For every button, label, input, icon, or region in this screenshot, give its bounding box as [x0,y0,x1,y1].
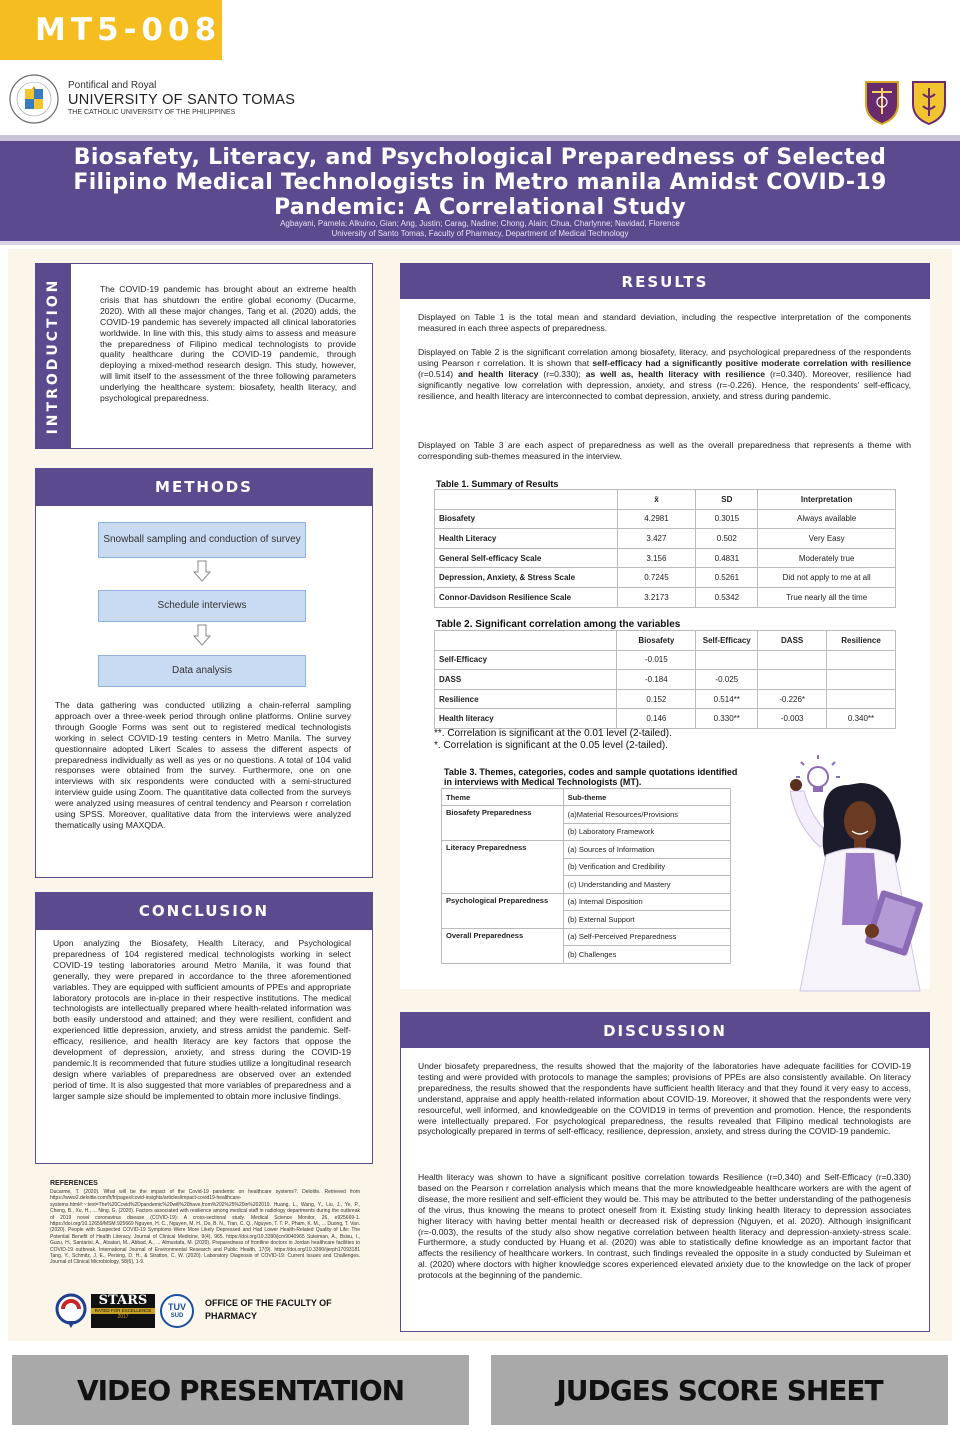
table-row [435,689,896,709]
table-header-cell [435,490,618,510]
table-cell: 0.3015 [696,509,758,529]
title-band [0,135,960,245]
table-cell: -0.184 [617,670,696,690]
office-label: OFFICE OF THE FACULTY OF PHARMACY [205,1298,332,1321]
medtech-seal-icon [909,78,949,126]
table1 [434,489,896,608]
references-heading: REFERENCES [50,1180,98,1187]
results-p2-bold: and health literacy [458,368,539,379]
table-header-cell: Theme [442,789,564,806]
table2-note-2: *. Correlation is significant at the 0.05 level (2-tailed). [434,740,669,751]
table-header-cell [435,631,617,651]
subtheme-cell: (a) Sources of Information [563,841,730,859]
introduction-side-label [35,263,71,449]
conclusion-text: Upon analyzing the Biosafety, Health Literacy, and Psychological preparedness of 104 registered medical technologists working in select COVID-19 testing laboratories around Metro Manila, it was found that generally, they were prepared in accordance to the three aforementioned variables. They are equipped with sufficient amounts of PPEs and appropriate laboratory protocols are in-place in their respective institutions. The medical technologists are intellectually prepared where health-related information was both easily understood and attained; and they were resilient, confident and experienced little depression, anxiety, and stress amidst the pandemic. Self-efficacy, resilience, and health literacy are key factors that oppose the development of depression, anxiety, and stress during the COVID-19 pandemic.It is recommended that future studies utilize a longitudinal research design where variables of preparedness are observed over an extended period of time. It is also suggested that more variables of preparedness and a larger sample size should be implemented to obtain more inclusive findings. [53,938,351,1101]
video-presentation-button[interactable]: VIDEO PRESENTATION [12,1355,469,1425]
table-header-cell: SD [696,490,758,510]
table-cell: 4.2981 [617,509,696,529]
stars-badge [91,1294,155,1328]
table-header-cell: Biosafety [617,631,696,651]
table-cell: Health Literacy [435,529,618,549]
table-row [442,841,731,859]
table-row [442,928,731,946]
results-p2-part: (r=0.514) [418,368,458,379]
table-cell [758,650,827,670]
introduction-text: The COVID-19 pandemic has brought about an extreme health crisis that has shutdown the entire global economy (Ducarme, 2020). With all these major changes, Tang et al. (2020) adds, the COVID-19 pandemic has severely impacted all clinical laboratories worldwide. In line with this, this study aims to assess and measure the preparedness of Filipino medical technologists to provide quality healthcare during the COVID-19 pandemic, through deploying a mixed-method research design. This study, however, will limit itself to the assessment of the three following parameters underlying the healthcare system: biosafety, health literacy, and psychological preparedness. [100,284,356,404]
down-arrow-icon [193,624,211,646]
table-cell: 0.152 [617,689,696,709]
table-cell: True nearly all the time [758,587,896,607]
table-row [435,650,896,670]
table1-caption: Table 1. Summary of Results [436,479,559,489]
discussion-paragraph-1: Under biosafety preparedness, the results showed that the majority of the laboratories have adequate facilities for COVID-19 testing and were provided with protocols to manage the samples; provisions of PPEs are also consistently available. On literacy preparedness, the results showed that the respondents have sufficient health literacy and that they found it very easy to access, understand, appraise and apply health-related information about COVID-19. Moreover, it showed that the respondents were very resourceful, well informed, and knowledgeable on the COVID19 in terms of prevention and promotion. Hence, the respondents were intellectually prepared. For psychological preparedness, the results revealed that Filipino medical technologists are psychologically prepared in terms of self-efficacy, resilience, depression, anxiety, and stress during the COVID-19 pandemic. [418,1061,911,1137]
table-cell [758,670,827,690]
table-header-row [442,789,731,806]
subtheme-cell: (b) Laboratory Framework [563,823,730,841]
subtheme-cell: (a) Internal Disposition [563,893,730,911]
pharmacy-seal-icon [862,78,902,126]
table-cell: Health literacy [435,709,617,729]
table-header-row [435,631,896,651]
table-cell: 0.146 [617,709,696,729]
table-header-cell: Sub-theme [563,789,730,806]
table-row [435,529,896,549]
theme-cell: Literacy Preparedness [442,841,564,894]
poster-title: Biosafety, Literacy, and Psychological Preparedness of Selected Filipino Medical Technologists in Metro manila Amidst COVID-19 Pandemic: A Correlational Study [73,145,887,220]
university-name [68,80,295,118]
methods-heading: METHODS [35,468,373,506]
flow-step-1: Snowball sampling and conduction of survey [98,522,306,558]
table-cell: -0.003 [758,709,827,729]
table-cell: 0.4831 [696,548,758,568]
table-header-row [435,490,896,510]
subtheme-cell: (b) Challenges [563,946,730,964]
lightbulb-icon [796,755,840,792]
table-cell: 0.330** [696,709,758,729]
results-p2-bold: as well as, health literacy with resilience [585,368,766,379]
authors-block [0,219,960,239]
down-arrow-icon [193,560,211,582]
university-line2: UNIVERSITY OF SANTO TOMAS [68,92,296,108]
results-p2-part: (r=0.330); [538,368,586,379]
table-cell: -0.015 [617,650,696,670]
table-cell: DASS [435,670,617,690]
table-row [435,509,896,529]
table-cell: General Self-efficacy Scale [435,548,618,568]
table2 [434,630,896,729]
table-header-cell: Interpretation [758,490,896,510]
discussion-heading: DISCUSSION [400,1012,930,1048]
table-cell: Always available [758,509,896,529]
conclusion-heading: CONCLUSION [35,892,373,930]
table-cell [696,650,758,670]
results-p2-part: Displayed on Table 2 is the significant correlation among biosafety, literacy, and psychological preparedness of the respondents using Pearson r correlation. It is shown that [418,347,911,368]
table-cell: Did not apply to me at all [758,568,896,588]
affiliation: University of Santo Tomas, Faculty of Pharmacy, Department of Medical Technology [331,229,629,238]
author-list: Agbayani, Pamela; Alkuino, Gian; Ang, Justin; Carag, Nadine; Chong, Alain; Chua, Charlynne; Navidad, Florence [280,219,680,228]
table2-note-1: **. Correlation is significant at the 0.01 level (2-tailed). [434,728,672,739]
table3-caption: Table 3. Themes, categories, codes and sample quotations identified in interviews with Medical Technologists (MT). [444,767,738,787]
table-cell: 0.5342 [696,587,758,607]
ust-seal-icon [8,72,60,126]
references-text: Ducarme, T. (2020). What will be the impact of the Covid-19 pandemic on healthcare systems?. Deloitte. Retrieved from https://www2.deloitte.com/fr/fr/pages/covid-insights/articles/impact-covid19-healthcare-systems.html#:~:text=The%20Covid%2Dpandemic%20will%20have,from%202%25%20in%202019. Huang, L., Wang, Y., Liu, J., Ye, P., Cheng, B., Xu, H., ... Ning, G. (2020). Factors associated with resilience among medical staff in radiology departments during the outbreak of 2019 novel coronavirus disease (COVID-19): A cross-sectional study. Medical Science Monitor, 26, e925669-1. https://doi.org/10.12659/MSM.925669 Nguyen, H. C., Nguyen, M. H., Do, B. N., Tran, C. Q., Nguyen, T. T. P., Pham, K. M., ... Duong, T. Van. (2020). People with Suspected COVID-19 Symptoms Were More Likely Depressed and Had Lower Health-Related Quality of Life: The Potential Benefit of Health Literacy. Journal of Clinical Medicine, 9(4), 965. https://doi.org/10.3390/jcm9040965 Suleiman, A., Bsisu, I., Guzu, H., Santarisi, A., Alsatari, M., Abbad, A., ... Almustafa, M. (2020). Preparedness of frontline doctors in Jordan healthcare facilities to COVID-19 outbreak. International Journal of Environmental Research and Public Health, 17(9). https://doi.org/10.3390/ijerph17093181 Tang, Y., Schmitz, J. E., Persing, D. H., & Stratton, C. W. (2020). Laboratory Diagnosis of COVID-19: Current Issues and Challenges. Journal of Clinical Microbiology, 58(6), 1-9. [50,1189,360,1266]
subtheme-cell: (c) Understanding and Mastery [563,876,730,894]
table-cell [827,670,896,690]
discussion-paragraph-2: Health literacy was shown to have a significant positive correlation towards Resilience (r=0.340) and Self-Efficacy (r=0.330) based on the Pearson r correlation analysis which means that the more knowledgeable healthcare workers are with the agent of disease, the more resilient and self-efficient they would be. This may be attributed to the better understanding of the pathogenesis of the virus, thus knowing the means to protect oneself from it. Existing study linking health literacy to depression associates higher literacy with having better mental health or decreased risk of depression (Nguyen, et al. 2020). Although insignificant (r=-0.003), the results of the study also show negative correlation between health literacy and depression-anxiety-stress scale. Furthermore, a study conducted by Huang et al. (2020) was able to statistically define knowledge as an important factor that affects the resiliency of healthcare workers. In contrast, such findings revealed the opposite in a study conducted by Suleiman et al. (2020) where doctors with higher knowledge scores experienced elevated anxiety due to the knowledge on the lack of proper protocols at the beginning of the pandemic. [418,1172,911,1281]
subtheme-cell: (b) Verification and Credibility [563,858,730,876]
table-cell: 3.427 [617,529,696,549]
theme-cell: Biosafety Preparedness [442,806,564,841]
tuv-title: TUV [168,1302,186,1312]
results-paragraph-3: Displayed on Table 3 are each aspect of preparedness as well as the overall preparedness that represents a theme with corresponding sub-themes measured in the interview. [418,440,911,461]
poster-code: MT5-008 [35,12,222,48]
table-cell [827,650,896,670]
table-header-cell: DASS [758,631,827,651]
table-row [435,587,896,607]
table-cell: Moderately true [758,548,896,568]
subtheme-cell: (a)Material Resources/Provisions [563,806,730,824]
subtheme-cell: (a) Self-Perceived Preparedness [563,928,730,946]
table-cell: Biosafety [435,509,618,529]
theme-cell: Psychological Preparedness [442,893,564,928]
table-cell: Very Easy [758,529,896,549]
table-cell: -0.025 [696,670,758,690]
university-line3: THE CATHOLIC UNIVERSITY OF THE PHILIPPINES [68,109,236,116]
table-row [442,806,731,824]
scientist-illustration [760,755,952,995]
table-cell: Self-Efficacy [435,650,617,670]
table-cell: 0.7245 [617,568,696,588]
stars-title: STARS [98,1293,148,1308]
quality-badge-icon [55,1293,87,1329]
table-cell [827,689,896,709]
table-cell: Resilience [435,689,617,709]
flow-step-3: Data analysis [98,655,306,687]
results-paragraph-1: Displayed on Table 1 is the total mean and standard deviation, including the respective interpretation of the components measured in each three aspects of preparedness. [418,312,911,333]
tuv-badge [160,1294,194,1328]
table-header-cell: Self-Efficacy [696,631,758,651]
table2-caption: Table 2. Significant correlation among the variables [436,619,681,630]
table-row [435,670,896,690]
methods-text: The data gathering was conducted utilizing a chain-referral sampling approach over a three-week period through online platforms. Online survey through Google Forms was sent out to registered medical technologists working in select COVID-19 testing centers in Metro Manila. The survey questionnaire adopted Likert Scales to assess the different aspects of preparedness individually as well as yes or no questions. A total of 104 valid responses were obtained from the survey. Furthermore, one on one interviews with six respondents were conducted with a semi-structured interview guide using Zoom. The quantitative data collected from the surveys were analyzed using measures of central tendency and Pearson r correlation using SPSS. Moreover, qualitative data from the interviews were analyzed thematically using MAXQDA. [55,700,351,830]
stars-year: 2017 [117,1314,129,1320]
table-row [435,709,896,729]
table-row [435,548,896,568]
table-cell: 0.340** [827,709,896,729]
table-header-cell: Resilience [827,631,896,651]
results-p2-part: (r=0.340). Moreover, resilience had significantly negative low correlation with depression, anxiety, and stress (r=-0.226). Hence, the respondents' self-efficacy, resilience, and health literacy are interconnected to combat depression, anxiety, and stress during pandemic. [418,368,911,401]
poster-code-tag [0,0,222,60]
table-cell: 0.502 [696,529,758,549]
results-heading: RESULTS [400,263,930,299]
table-cell: 0.5261 [696,568,758,588]
subtheme-cell: (b) External Support [563,911,730,929]
flow-step-2: Schedule interviews [98,590,306,622]
table-cell: 3.2173 [617,587,696,607]
table-cell: Depression, Anxiety, & Stress Scale [435,568,618,588]
table-header-cell: x̄ [617,490,696,510]
judges-score-sheet-button[interactable]: JUDGES SCORE SHEET [491,1355,948,1425]
introduction-heading: INTRODUCTION [45,277,61,435]
stars-subtitle: RATED FOR EXCELLENCE [91,1308,155,1314]
theme-cell: Overall Preparedness [442,928,564,963]
table-row [435,568,896,588]
table-cell: 0.514** [696,689,758,709]
results-paragraph-2 [418,347,911,402]
table-cell: Connor-Davidson Resilience Scale [435,587,618,607]
table-cell: 3.156 [617,548,696,568]
table-row [442,893,731,911]
tuv-subtitle: SUD [170,1313,184,1319]
table-cell: -0.226* [758,689,827,709]
university-line1: Pontifical and Royal [68,80,157,91]
table3 [441,788,731,964]
results-p2-bold: self-efficacy had a significantly positive moderate correlation with resilience [592,357,912,368]
